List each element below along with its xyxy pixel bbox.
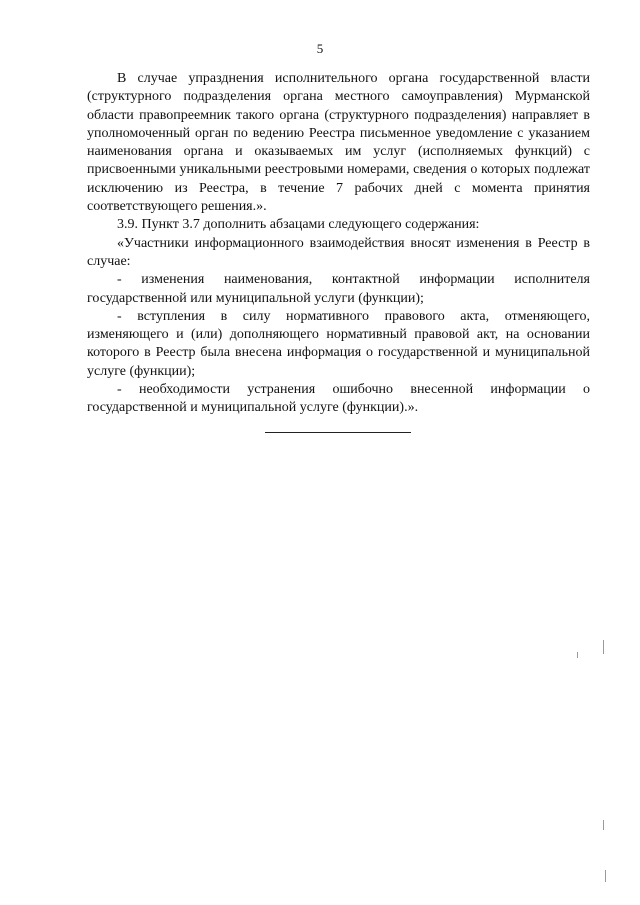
document-body: [87, 70, 590, 418]
paragraph-item-3-9: 3.9. Пункт 3.7 дополнить абзацами следующего содержания:: [117, 217, 480, 233]
scan-artifact: [577, 652, 578, 658]
closing-rule: [265, 432, 411, 433]
paragraph-abolition-notice: В случае упразднения исполнительного органа государственной власти (структурного подразделения органа местного самоуправления) Мурманской области правопреемник такого органа (структурного подразделения) направляет в уполномоченный орган по ведению Реестра письменное уведомление с указанием наименования органа и оказываемых им услуг (исполняемых функций) с присвоенными уникальными реестровыми номерами, сведения о которых подлежат исключению из Реестра, в течение 7 рабочих дней с момента принятия соответствующего решения.».: [87, 71, 590, 215]
list-item-legal-act: - вступления в силу нормативного правового акта, отменяющего, изменяющего и (или) дополняющего нормативный правовой акт, на основании которого в Реестр была внесена информация о государственной и муниципальной услуге (функции);: [87, 308, 590, 379]
scan-artifact: [603, 640, 604, 654]
scan-artifact: [605, 870, 606, 882]
list-item-name-change: - изменения наименования, контактной информации исполнителя государственной или муниципальной услуги (функции);: [87, 272, 590, 306]
paragraph-participants-changes: «Участники информационного взаимодействия вносят изменения в Реестр в случае:: [87, 235, 590, 269]
page-number: 5: [316, 41, 324, 56]
list-item-error-correction: - необходимости устранения ошибочно внесенной информации о государственной и муниципальной услуге (функции).».: [87, 382, 590, 416]
scan-artifact: [603, 820, 604, 830]
